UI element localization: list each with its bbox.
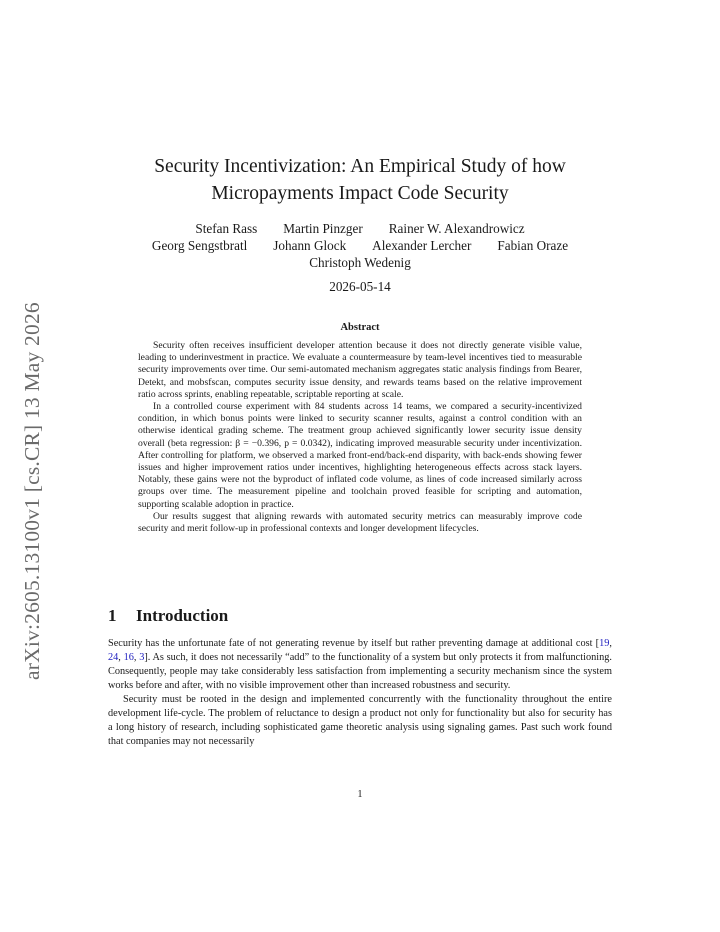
author-list [110,220,610,271]
citation-link[interactable]: 3 [139,652,145,663]
author-row-2 [110,237,610,254]
author-row-1 [110,220,610,237]
title-line-2: Micropayments Impact Code Security [211,183,509,204]
abstract-paragraph: In a controlled course experiment with 84 students across 14 teams, we compared a security-incentivized condition, in which bonus points were linked to security scanner results, against a control condition with an otherwise identical grading scheme. The treatment group achieved significantly lower security issue density overall (beta regression: β = −0.396, p = 0.0342), indicating improved measurable security under incentivization. After controlling for platform, we observed a marked front-end/back-end disparity, with back-ends showing fewer issues and higher improvement ratios under incentives, highlighting heterogeneous effects across stack layers. Notably, these gains were not the byproduct of inflated code volume, as lines of code increased similarly across groups over time. The measurement pipeline and toolchain proved feasible for scripting and automation, supporting scalable adoption in practice. [138,401,582,510]
introduction-body [108,637,612,749]
citation-link[interactable]: 16 [123,652,134,663]
text-run: , [133,652,140,663]
citation-link[interactable]: 24 [108,652,119,663]
citation-link[interactable]: 19 [599,638,610,649]
section-heading [108,606,228,626]
title-line-1: Security Incentivization: An Empirical Study of how [154,156,566,177]
author-name: Alexander Lercher [372,238,472,253]
author-name: Johann Glock [273,238,347,253]
abstract-body [138,340,582,535]
author-name: Georg Sengstbratl [151,238,248,253]
author-name: Stefan Rass [195,221,258,236]
abstract-paragraph: Our results suggest that aligning rewards with automated security metrics can measurably improve code security and merit follow-up in professional contexts and longer development lifecycles. [138,510,582,535]
body-paragraph [108,637,612,693]
author-name: Rainer W. Alexandrowicz [388,221,525,236]
text-run: ]. As such, it does not necessarily “add” to the functionality of a system but only protects it from malfunctioning. Consequently, people may take considerably less satisfaction from implementing a security mechanism since the system works before and after, with no visible improvement other than increased robustness and security. [108,652,612,691]
arxiv-identifier: arXiv:2605.13100v1 [cs.CR] 13 May 2026 [20,302,44,680]
text-run: , [609,638,612,649]
body-paragraph: Security must be rooted in the design and implemented concurrently with the functionality throughout the entire development life-cycle. The problem of reluctance to design a product not only for functionality but also for security has a long history of research, including sophisticated game theoretic analysis using signaling games. Past such work found that companies may not necessarily [108,694,612,747]
author-name: Christoph Wedenig [309,255,411,270]
author-name: Fabian Oraze [497,238,569,253]
page-number: 1 [357,789,363,800]
section-title: Introduction [136,606,229,625]
text-run: , [118,652,124,663]
text-run: Security has the unfortunate fate of not generating revenue by itself but rather preventing damage at additional cost [ [108,638,600,649]
author-name: Martin Pinzger [283,221,363,236]
paper-date: 2026-05-14 [329,279,391,294]
paper-title [110,153,610,207]
abstract-heading: Abstract [340,322,380,333]
author-row-3 [110,254,610,271]
abstract-paragraph: Security often receives insufficient developer attention because it does not directly generate visible value, leading to underinvestment in practice. We evaluate a countermeasure by team-level incentives tied to measurable security improvements over time. Our semi-automated mechanism aggregates static analysis findings from Bearer, Detekt, and mobsfscan, computes security issue density, and rewards teams based on the relative improvement ratio across sprints, enabling repeatable, scriptable reporting at scale. [138,340,582,400]
arxiv-sidebar-stamp [20,302,48,708]
section-number: 1 [108,606,117,625]
